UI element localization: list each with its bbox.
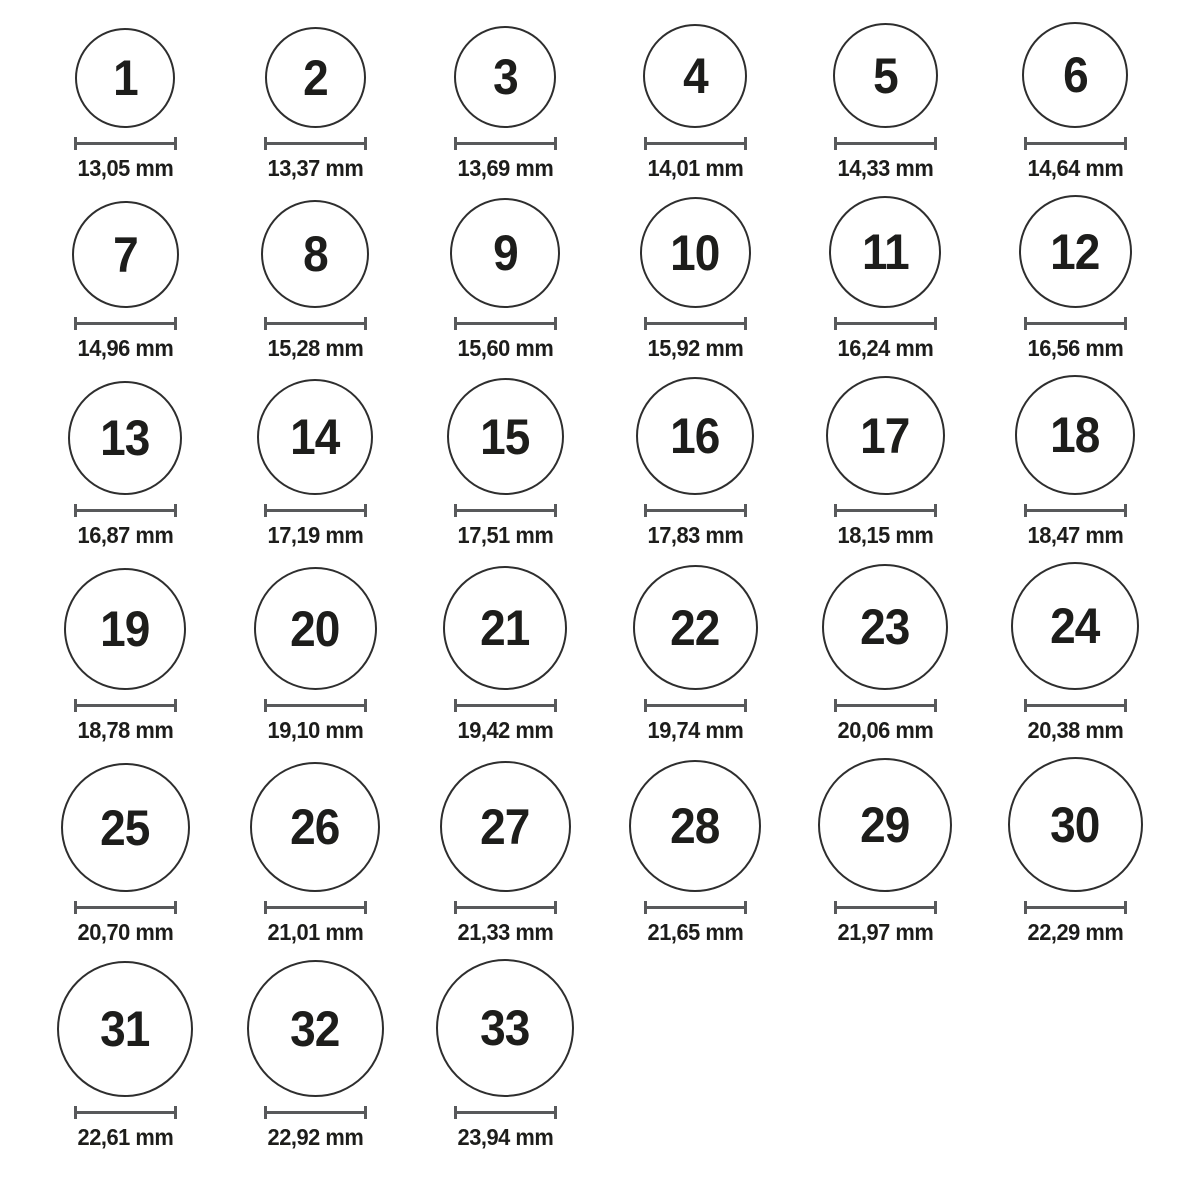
ring-size-number: 19 xyxy=(100,601,150,657)
measure-end-tick-right xyxy=(1124,317,1127,330)
ring-size-number: 4 xyxy=(682,48,708,104)
measure-bar xyxy=(644,704,747,707)
diameter-measure-line xyxy=(1024,901,1127,914)
measure-end-tick-right xyxy=(1124,504,1127,517)
measure-end-tick-right xyxy=(554,317,557,330)
measure-end-tick-right xyxy=(554,1106,557,1119)
measure-bar xyxy=(834,142,937,145)
diameter-label: 13,05 mm xyxy=(77,155,173,181)
ring-size-cell xyxy=(980,757,1170,946)
ring-size-number: 8 xyxy=(302,226,328,282)
diameter-label: 17,51 mm xyxy=(457,522,553,548)
ring-size-cell xyxy=(790,196,980,362)
measure-end-tick-right xyxy=(364,901,367,914)
ring-size-number: 7 xyxy=(112,226,138,283)
measure-end-tick-right xyxy=(174,137,177,150)
diameter-measure-line xyxy=(74,504,177,517)
ring-size-circle xyxy=(818,758,952,892)
measure-bar xyxy=(74,509,177,512)
diameter-measure-line xyxy=(74,699,177,712)
diameter-label: 13,69 mm xyxy=(457,155,553,181)
diameter-measure-line xyxy=(834,317,937,330)
diameter-measure-line xyxy=(1024,317,1127,330)
measure-bar xyxy=(74,704,177,707)
measure-bar xyxy=(834,704,937,707)
ring-size-cell xyxy=(790,23,980,182)
diameter-label: 13,37 mm xyxy=(267,155,363,181)
ring-size-circle xyxy=(643,24,747,128)
ring-size-circle xyxy=(1015,375,1135,495)
ring-size-number: 2 xyxy=(302,49,328,106)
diameter-label: 17,19 mm xyxy=(267,522,363,548)
ring-size-cell xyxy=(600,760,790,946)
diameter-label: 21,01 mm xyxy=(267,919,363,945)
ring-size-cell xyxy=(30,381,220,549)
measure-end-tick-right xyxy=(934,504,937,517)
ring-size-circle xyxy=(440,761,571,892)
ring-size-cell xyxy=(220,762,410,946)
diameter-label: 19,42 mm xyxy=(457,717,553,743)
measure-end-tick-right xyxy=(1124,137,1127,150)
ring-size-cell xyxy=(220,27,410,182)
chart-row xyxy=(30,22,1170,182)
diameter-measure-line xyxy=(644,901,747,914)
diameter-label: 16,56 mm xyxy=(1027,335,1123,361)
ring-size-circle xyxy=(57,961,193,1097)
diameter-measure-line xyxy=(454,1106,557,1119)
ring-size-number: 31 xyxy=(100,1001,150,1057)
diameter-label: 23,94 mm xyxy=(457,1124,553,1150)
ring-size-cell xyxy=(30,568,220,744)
diameter-measure-line xyxy=(644,317,747,330)
diameter-label: 18,78 mm xyxy=(77,717,173,743)
diameter-label: 14,01 mm xyxy=(647,155,743,181)
ring-size-number: 11 xyxy=(861,224,909,280)
measure-end-tick-right xyxy=(744,901,747,914)
diameter-measure-line xyxy=(1024,137,1127,150)
ring-size-circle xyxy=(1008,757,1143,892)
ring-size-circle xyxy=(629,760,761,892)
ring-size-cell xyxy=(980,22,1170,182)
measure-bar xyxy=(454,906,557,909)
measure-bar xyxy=(454,509,557,512)
ring-size-number: 14 xyxy=(290,409,340,465)
diameter-measure-line xyxy=(454,699,557,712)
ring-size-circle xyxy=(247,960,384,1097)
measure-bar xyxy=(644,509,747,512)
ring-size-cell xyxy=(410,198,600,362)
ring-size-number: 33 xyxy=(480,1000,530,1056)
ring-size-number: 18 xyxy=(1050,407,1100,463)
measure-end-tick-right xyxy=(364,1106,367,1119)
diameter-label: 15,60 mm xyxy=(457,335,553,361)
diameter-label: 14,33 mm xyxy=(837,155,933,181)
ring-size-number: 30 xyxy=(1050,796,1100,853)
ring-size-circle xyxy=(640,197,751,308)
measure-bar xyxy=(264,906,367,909)
diameter-measure-line xyxy=(454,137,557,150)
ring-size-cell xyxy=(790,376,980,549)
diameter-label: 14,96 mm xyxy=(77,335,173,361)
ring-size-cell xyxy=(410,959,600,1151)
ring-size-cell xyxy=(600,24,790,182)
diameter-label: 19,74 mm xyxy=(647,717,743,743)
ring-size-circle xyxy=(454,26,556,128)
ring-size-circle xyxy=(254,567,377,690)
chart-row xyxy=(30,195,1170,362)
diameter-measure-line xyxy=(834,504,937,517)
ring-size-cell xyxy=(30,28,220,182)
ring-size-cell xyxy=(600,565,790,744)
measure-end-tick-right xyxy=(934,137,937,150)
measure-end-tick-right xyxy=(364,504,367,517)
diameter-label: 14,64 mm xyxy=(1027,155,1123,181)
measure-end-tick-right xyxy=(554,699,557,712)
diameter-measure-line xyxy=(264,901,367,914)
diameter-label: 16,87 mm xyxy=(77,522,173,548)
diameter-label: 18,15 mm xyxy=(837,522,933,548)
ring-size-cell xyxy=(410,761,600,946)
ring-size-number: 25 xyxy=(100,799,150,856)
measure-end-tick-right xyxy=(174,317,177,330)
ring-size-circle xyxy=(636,377,754,495)
diameter-label: 22,61 mm xyxy=(77,1124,173,1150)
diameter-label: 22,92 mm xyxy=(267,1124,363,1150)
diameter-label: 22,29 mm xyxy=(1027,919,1123,945)
measure-bar xyxy=(644,322,747,325)
diameter-label: 17,83 mm xyxy=(647,522,743,548)
ring-size-number: 27 xyxy=(480,798,530,855)
measure-bar xyxy=(454,704,557,707)
ring-size-circle xyxy=(250,762,380,892)
diameter-measure-line xyxy=(1024,699,1127,712)
diameter-measure-line xyxy=(454,504,557,517)
ring-size-number: 13 xyxy=(100,410,150,466)
ring-size-number: 5 xyxy=(872,47,898,104)
ring-size-number: 22 xyxy=(670,599,720,656)
ring-size-cell xyxy=(980,195,1170,362)
diameter-measure-line xyxy=(644,504,747,517)
ring-size-number: 6 xyxy=(1062,47,1088,103)
ring-size-cell xyxy=(220,960,410,1151)
measure-end-tick-right xyxy=(1124,901,1127,914)
ring-size-number: 12 xyxy=(1050,223,1100,280)
diameter-measure-line xyxy=(454,901,557,914)
measure-bar xyxy=(264,704,367,707)
ring-size-cell xyxy=(410,26,600,182)
ring-size-cell xyxy=(220,379,410,549)
ring-size-number: 1 xyxy=(112,50,138,106)
diameter-measure-line xyxy=(264,699,367,712)
diameter-label: 20,38 mm xyxy=(1027,717,1123,743)
measure-end-tick-right xyxy=(934,901,937,914)
ring-size-circle xyxy=(829,196,941,308)
measure-bar xyxy=(1024,322,1127,325)
measure-bar xyxy=(264,142,367,145)
ring-size-circle xyxy=(72,201,179,308)
ring-size-circle xyxy=(443,566,567,690)
measure-bar xyxy=(264,509,367,512)
diameter-label: 15,92 mm xyxy=(647,335,743,361)
ring-size-cell xyxy=(410,378,600,549)
ring-size-circle xyxy=(1019,195,1132,308)
ring-size-cell xyxy=(30,763,220,946)
measure-bar xyxy=(834,322,937,325)
ring-size-circle xyxy=(447,378,564,495)
ring-size-number: 32 xyxy=(290,1000,340,1057)
diameter-label: 15,28 mm xyxy=(267,335,363,361)
measure-bar xyxy=(1024,142,1127,145)
ring-size-circle xyxy=(826,376,945,495)
measure-end-tick-right xyxy=(364,699,367,712)
ring-size-circle xyxy=(61,763,190,892)
measure-end-tick-right xyxy=(364,137,367,150)
measure-bar xyxy=(264,322,367,325)
ring-size-cell xyxy=(30,961,220,1151)
diameter-measure-line xyxy=(74,317,177,330)
diameter-measure-line xyxy=(74,137,177,150)
measure-bar xyxy=(1024,906,1127,909)
ring-size-circle xyxy=(1011,562,1139,690)
measure-bar xyxy=(74,322,177,325)
diameter-measure-line xyxy=(834,901,937,914)
ring-size-circle xyxy=(265,27,366,128)
diameter-measure-line xyxy=(264,317,367,330)
measure-end-tick-right xyxy=(174,504,177,517)
diameter-measure-line xyxy=(834,137,937,150)
measure-bar xyxy=(1024,704,1127,707)
ring-size-cell xyxy=(220,567,410,744)
ring-size-number: 15 xyxy=(480,408,530,465)
ring-size-circle xyxy=(633,565,758,690)
ring-size-number: 3 xyxy=(492,49,518,105)
ring-size-number: 29 xyxy=(860,797,910,853)
diameter-label: 21,97 mm xyxy=(837,919,933,945)
diameter-label: 21,33 mm xyxy=(457,919,553,945)
ring-size-number: 20 xyxy=(290,600,340,657)
chart-row xyxy=(30,375,1170,549)
chart-row xyxy=(30,757,1170,946)
measure-end-tick-right xyxy=(554,137,557,150)
measure-bar xyxy=(454,1111,557,1114)
diameter-label: 18,47 mm xyxy=(1027,522,1123,548)
ring-size-circle xyxy=(450,198,560,308)
ring-size-cell xyxy=(220,200,410,362)
diameter-measure-line xyxy=(74,1106,177,1119)
measure-bar xyxy=(1024,509,1127,512)
measure-bar xyxy=(74,906,177,909)
diameter-label: 21,65 mm xyxy=(647,919,743,945)
measure-bar xyxy=(834,906,937,909)
chart-row xyxy=(30,959,1170,1151)
measure-bar xyxy=(264,1111,367,1114)
ring-size-number: 23 xyxy=(860,599,910,655)
diameter-measure-line xyxy=(264,504,367,517)
ring-size-circle xyxy=(68,381,182,495)
ring-size-number: 17 xyxy=(860,407,910,464)
ring-size-cell xyxy=(980,562,1170,744)
ring-size-cell xyxy=(790,564,980,744)
diameter-measure-line xyxy=(644,699,747,712)
ring-size-circle xyxy=(436,959,574,1097)
ring-size-number: 21 xyxy=(480,600,530,656)
measure-bar xyxy=(644,142,747,145)
ring-size-circle xyxy=(257,379,373,495)
ring-size-circle xyxy=(822,564,948,690)
diameter-label: 19,10 mm xyxy=(267,717,363,743)
diameter-measure-line xyxy=(644,137,747,150)
ring-size-circle xyxy=(75,28,175,128)
ring-size-cell xyxy=(410,566,600,744)
ring-size-cell xyxy=(980,375,1170,549)
diameter-label: 16,24 mm xyxy=(837,335,933,361)
diameter-measure-line xyxy=(454,317,557,330)
measure-end-tick-right xyxy=(744,699,747,712)
diameter-measure-line xyxy=(1024,504,1127,517)
ring-size-number: 28 xyxy=(670,798,720,854)
diameter-label: 20,06 mm xyxy=(837,717,933,743)
measure-end-tick-right xyxy=(934,699,937,712)
diameter-label: 20,70 mm xyxy=(77,919,173,945)
diameter-measure-line xyxy=(834,699,937,712)
measure-end-tick-right xyxy=(554,504,557,517)
ring-size-number: 10 xyxy=(670,224,720,281)
ring-size-cell xyxy=(30,201,220,362)
ring-size-number: 9 xyxy=(492,225,518,281)
ring-size-cell xyxy=(600,377,790,549)
diameter-measure-line xyxy=(264,137,367,150)
diameter-measure-line xyxy=(264,1106,367,1119)
ring-size-circle xyxy=(1022,22,1128,128)
measure-bar xyxy=(454,322,557,325)
measure-end-tick-right xyxy=(174,699,177,712)
measure-end-tick-right xyxy=(1124,699,1127,712)
ring-size-circle xyxy=(64,568,186,690)
measure-bar xyxy=(834,509,937,512)
chart-row xyxy=(30,562,1170,744)
ring-size-circle xyxy=(833,23,938,128)
measure-bar xyxy=(454,142,557,145)
measure-end-tick-right xyxy=(174,901,177,914)
ring-size-number: 24 xyxy=(1050,598,1100,654)
diameter-measure-line xyxy=(74,901,177,914)
measure-end-tick-right xyxy=(744,137,747,150)
measure-end-tick-right xyxy=(174,1106,177,1119)
measure-end-tick-right xyxy=(934,317,937,330)
ring-size-number: 16 xyxy=(670,408,720,464)
ring-size-cell xyxy=(790,758,980,946)
measure-end-tick-right xyxy=(744,504,747,517)
measure-bar xyxy=(74,142,177,145)
ring-size-cell xyxy=(600,197,790,362)
ring-size-circle xyxy=(261,200,369,308)
measure-end-tick-right xyxy=(554,901,557,914)
ring-size-number: 26 xyxy=(290,799,340,855)
measure-bar xyxy=(644,906,747,909)
measure-end-tick-right xyxy=(364,317,367,330)
measure-end-tick-right xyxy=(744,317,747,330)
measure-bar xyxy=(74,1111,177,1114)
